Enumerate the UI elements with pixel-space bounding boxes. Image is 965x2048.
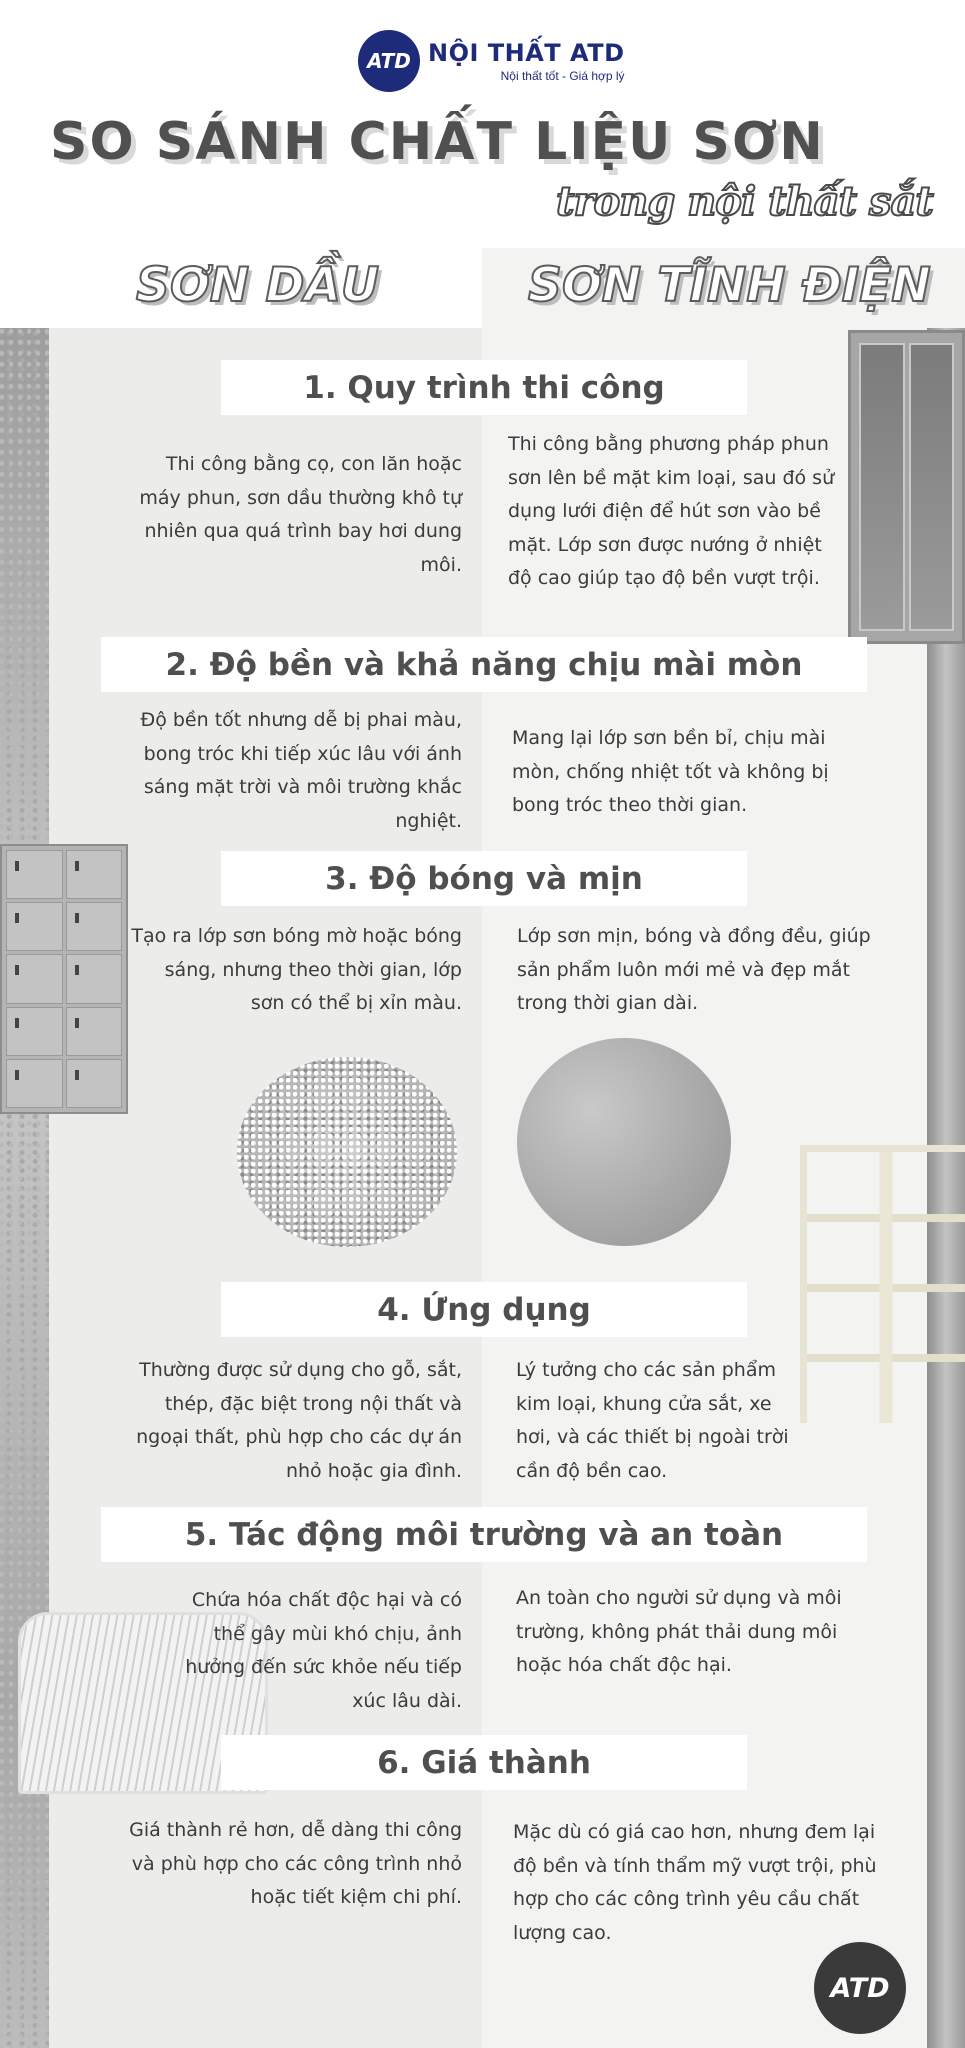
powder-paint-price-text: Mặc dù có giá cao hơn, nhưng đem lại độ bền và tính thẩm mỹ vượt trội, phù hợp cho các công trình yêu cầu chất lượng cao. [513, 1821, 877, 1944]
oil-paint-price-text: Giá thành rẻ hơn, dễ dàng thi công và phù hợp cho các công trình nhỏ hoặc tiết kiệm chi phí. [129, 1819, 462, 1908]
atd-logo-icon: ATD [358, 30, 420, 92]
oil-paint-application-text: Thường được sử dụng cho gỗ, sắt, thép, đặc biệt trong nội thất và ngoại thất, phù hợp cho các dự án nhỏ hoặc gia đình. [136, 1359, 462, 1482]
column-header-powder-paint: SƠN TĨNH ĐIỆN [528, 258, 931, 313]
oil-paint-process-text: Thi công bằng cọ, con lăn hoặc máy phun, sơn dầu thường khô tự nhiên qua quá trình bay hơi dung môi. [139, 453, 462, 576]
locker-cabinet-image [0, 844, 128, 1114]
bunk-bed-image [800, 1145, 965, 1423]
atd-badge-icon: ATD [814, 1942, 906, 2034]
section-title-gloss: 3. Độ bóng và mịn [221, 851, 747, 906]
section-title-durability: 2. Độ bền và khả năng chịu mài mòn [101, 637, 867, 692]
section-title-application: 4. Ứng dụng [221, 1282, 747, 1337]
oil-paint-durability-text: Độ bền tốt nhưng dễ bị phai màu, bong tróc khi tiếp xúc lâu với ánh sáng mặt trời và môi trường khắc nghiệt. [140, 709, 462, 832]
column-header-oil-paint: SƠN DẦU [136, 258, 380, 313]
powder-paint-safety-text: An toàn cho người sử dụng và môi trường, không phát thải dung môi hoặc hóa chất độc hại. [516, 1587, 842, 1676]
section-title-environment-safety: 5. Tác động môi trường và an toàn [101, 1507, 867, 1562]
cabinet-door [909, 343, 955, 631]
brand-slogan: Nội thất tốt - Giá hợp lý [500, 69, 625, 83]
glass-cabinet-image [848, 330, 965, 644]
powder-paint-process-text: Thi công bằng phương pháp phun sơn lên bề mặt kim loại, sau đó sử dụng lưới điện để hút sơn vào bề mặt. Lớp sơn được nướng ở nhiệt độ cao giúp tạo độ bền vượt trội. [508, 433, 835, 589]
section-title-process: 1. Quy trình thi công [221, 360, 747, 415]
powder-paint-durability-text: Mang lại lớp sơn bền bỉ, chịu mài mòn, chống nhiệt tốt và không bị bong tróc theo thời gian. [512, 727, 829, 816]
section-title-price: 6. Giá thành [221, 1735, 747, 1790]
cabinet-door [859, 343, 905, 631]
oil-paint-texture-sample [237, 1057, 457, 1247]
powder-paint-texture-sample [517, 1038, 731, 1246]
powder-paint-application-text: Lý tưởng cho các sản phẩm kim loại, khung cửa sắt, xe hơi, và các thiết bị ngoài trời cần độ bền cao. [516, 1359, 789, 1482]
page-title: SO SÁNH CHẤT LIỆU SƠN [50, 112, 825, 172]
oil-paint-safety-text: Chứa hóa chất độc hại và có thể gây mùi khó chịu, ảnh hưởng đến sức khỏe nếu tiếp xúc lâu dài. [185, 1589, 462, 1712]
brand-text [428, 39, 625, 83]
brand-logo [358, 30, 625, 92]
powder-paint-gloss-text: Lớp sơn mịn, bóng và đồng đều, giúp sản phẩm luôn mới mẻ và đẹp mắt trong thời gian dài. [517, 925, 871, 1014]
brand-name: NỘI THẤT ATD [428, 39, 625, 67]
page-subtitle: trong nội thất sắt [556, 178, 933, 225]
oil-paint-gloss-text: Tạo ra lớp sơn bóng mờ hoặc bóng sáng, nhưng theo thời gian, lớp sơn có thể bị xỉn màu. [131, 925, 462, 1014]
